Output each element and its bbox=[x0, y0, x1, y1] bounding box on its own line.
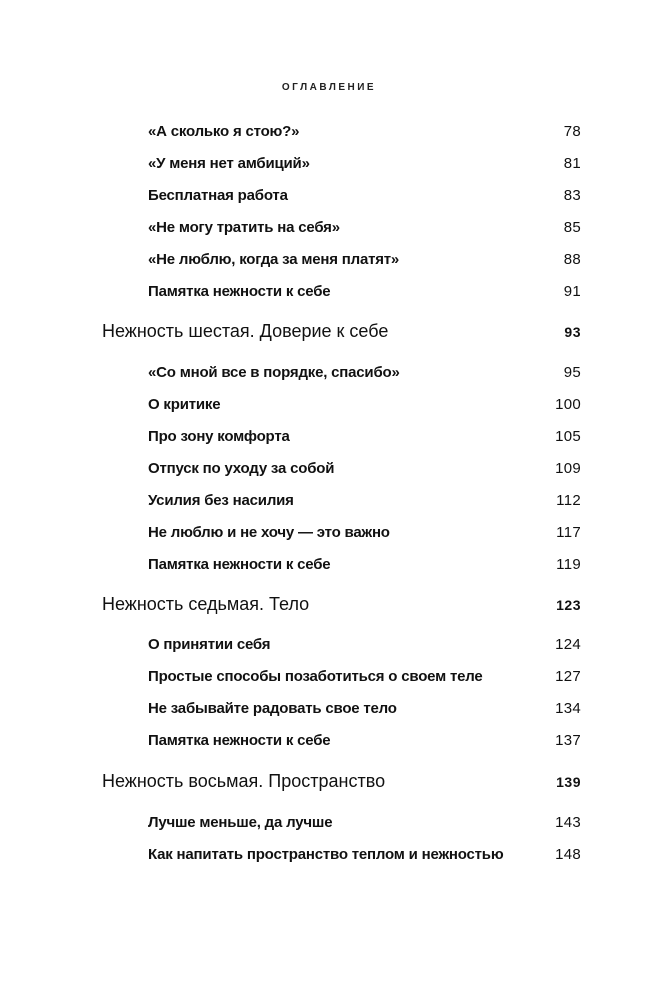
toc-entry-title: Простые способы позаботиться о своем теле bbox=[148, 668, 483, 685]
toc-entry-title: Как напитать пространство теплом и нежностью bbox=[148, 846, 504, 863]
toc-entry-page: 88 bbox=[563, 251, 581, 268]
toc-entry bbox=[0, 152, 658, 176]
running-head: ОГЛАВЛЕНИЕ bbox=[281, 82, 377, 93]
toc-entry-title: О принятии себя bbox=[148, 636, 271, 653]
toc-entry-page: 78 bbox=[563, 123, 581, 140]
toc-entry-title: Бесплатная работа bbox=[148, 187, 288, 204]
toc-chapter bbox=[0, 321, 658, 345]
toc-entry-page: 137 bbox=[555, 732, 581, 749]
toc-entry bbox=[0, 843, 658, 867]
toc-entry-title: «Со мной все в порядке, спасибо» bbox=[148, 364, 400, 381]
toc-chapter bbox=[0, 771, 658, 795]
toc-entry-page: 109 bbox=[555, 460, 581, 477]
toc-entry bbox=[0, 184, 658, 208]
toc-entry-title: Памятка нежности к себе bbox=[148, 283, 331, 300]
toc-entry-page: 143 bbox=[555, 814, 581, 831]
toc-entry-title: Лучше меньше, да лучше bbox=[148, 814, 333, 831]
toc-chapter-title: Нежность седьмая. Тело bbox=[102, 594, 310, 614]
toc-entry bbox=[0, 665, 658, 689]
toc-entry-page: 85 bbox=[563, 219, 581, 236]
toc-entry bbox=[0, 457, 658, 481]
toc-entry bbox=[0, 553, 658, 577]
toc-entry-title: «Не могу тратить на себя» bbox=[148, 219, 340, 236]
toc-chapter-page: 123 bbox=[556, 597, 581, 613]
toc-entry-title: «А сколько я стою?» bbox=[148, 123, 300, 140]
toc-entry bbox=[0, 697, 658, 721]
toc-entry-page: 124 bbox=[555, 636, 581, 653]
toc-chapter-page: 93 bbox=[564, 324, 581, 340]
toc-entry-title: Не люблю и не хочу — это важно bbox=[148, 524, 390, 541]
toc-entry-title: Отпуск по уходу за собой bbox=[148, 460, 335, 477]
toc-entry bbox=[0, 633, 658, 657]
toc-entry bbox=[0, 393, 658, 417]
toc-entry bbox=[0, 120, 658, 144]
toc-entry bbox=[0, 811, 658, 835]
toc-entry bbox=[0, 248, 658, 272]
toc-chapter bbox=[0, 594, 658, 618]
toc-entry-title: «Не люблю, когда за меня платят» bbox=[148, 251, 400, 268]
toc-chapter-title: Нежность шестая. Доверие к себе bbox=[102, 321, 389, 341]
toc-entry-title: Памятка нежности к себе bbox=[148, 556, 331, 573]
toc-entry-title: Памятка нежности к себе bbox=[148, 732, 331, 749]
toc-entry-title: Про зону комфорта bbox=[148, 428, 290, 445]
toc-entry-page: 148 bbox=[555, 846, 581, 863]
toc-entry bbox=[0, 361, 658, 385]
toc-entry bbox=[0, 280, 658, 304]
toc-entry bbox=[0, 425, 658, 449]
toc-entry bbox=[0, 216, 658, 240]
toc-entry-page: 117 bbox=[556, 524, 581, 541]
toc-chapter-page: 139 bbox=[556, 774, 581, 790]
toc-entry-page: 83 bbox=[563, 187, 581, 204]
toc-entry-page: 119 bbox=[556, 556, 581, 573]
toc-entry-page: 134 bbox=[555, 700, 581, 717]
toc-entry-page: 91 bbox=[563, 283, 581, 300]
toc-chapter-title: Нежность восьмая. Пространство bbox=[102, 771, 386, 791]
toc-entry-page: 105 bbox=[555, 428, 581, 445]
toc-entry-page: 95 bbox=[563, 364, 581, 381]
toc-entry-page: 81 bbox=[563, 155, 581, 172]
toc-entry-page: 100 bbox=[555, 396, 581, 413]
toc-entry bbox=[0, 729, 658, 753]
toc-entry-title: Усилия без насилия bbox=[148, 492, 294, 509]
toc-entry-title: Не забывайте радовать свое тело bbox=[148, 700, 397, 717]
toc-entry-page: 112 bbox=[556, 492, 581, 509]
toc-entry-title: О критике bbox=[148, 396, 221, 413]
toc-entry bbox=[0, 521, 658, 545]
toc-entry-page: 127 bbox=[555, 668, 581, 685]
toc-entry-title: «У меня нет амбиций» bbox=[148, 155, 310, 172]
toc-entry bbox=[0, 489, 658, 513]
